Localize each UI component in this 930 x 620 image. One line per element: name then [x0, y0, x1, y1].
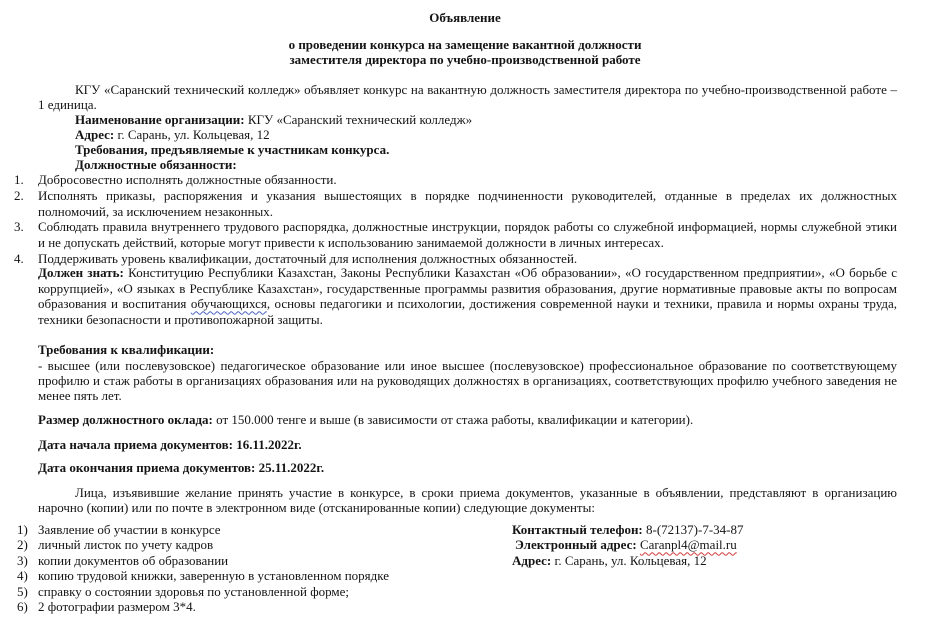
list-item: [0, 553, 500, 568]
list-item-number: 5): [17, 583, 28, 599]
end-date-label: Дата окончания приема документов:: [38, 460, 256, 475]
list-item-text: копии документов об образовании: [38, 552, 229, 568]
list-item-text: 2 фотографии размером 3*4.: [38, 599, 196, 615]
list-item-text: личный листок по учету кадров: [38, 537, 214, 553]
subtitle-line-1: о проведении конкурса на замещение вакантной должности: [288, 37, 642, 52]
list-item: [0, 219, 897, 251]
contact-address-label: Адрес:: [512, 552, 552, 568]
organization-label: Наименование организации:: [75, 112, 245, 127]
requirements-heading: Требования, предъявляемые к участникам конкурса.: [75, 142, 390, 157]
must-know-label: Должен знать:: [38, 265, 124, 280]
salary-label: Размер должностного оклада:: [38, 412, 213, 427]
document-subtitle: [0, 37, 930, 67]
salary-line: [38, 412, 897, 427]
list-item-text: Соблюдать правила внутреннего трудового распорядка, должностные инструкции, порядок работы со служебной информацией, нормы служебной этики и не допускать действий, которые могут привести к использованию занимаемой должности в личных интересах.: [38, 219, 897, 251]
subtitle-line-2: заместителя директора по учебно-производственной работе: [289, 52, 641, 67]
list-item: [0, 537, 500, 552]
contact-phone-value: 8-(72137)-7-34-87: [646, 522, 744, 537]
list-item: [0, 522, 500, 537]
end-date-line: [38, 460, 324, 475]
contact-email-value: Caranpl4@mail.ru: [639, 537, 737, 553]
list-item-text: копию трудовой книжки, заверенную в установленном порядке: [38, 568, 390, 584]
contact-phone-label: Контактный телефон:: [512, 522, 643, 537]
start-date-line: [38, 437, 302, 452]
intro-paragraph: КГУ «Саранский технический колледж» объявляет конкурс на вакантную должность заместителя директора по учебно-производственной работе – 1 единица.: [38, 82, 897, 112]
list-item-number: 6): [17, 599, 28, 615]
salary-value: от 150.000 тенге и выше (в зависимости от стажа работы, квалификации и категории).: [216, 412, 694, 427]
start-date-label: Дата начала приема документов:: [38, 437, 233, 452]
must-know-paragraph: [38, 265, 897, 328]
contact-email-label: Электронный адрес:: [515, 537, 637, 553]
must-know-marked-word: обучающихся: [190, 296, 267, 312]
start-date-value: 16.11.2022г.: [236, 437, 302, 452]
list-item: [0, 172, 897, 188]
list-item-text: Заявление об участии в конкурсе: [38, 522, 221, 537]
documents-list: [0, 522, 500, 614]
list-item-text: Добросовестно исполнять должностные обязанности.: [38, 172, 337, 187]
must-know-text-part-2: , основы педагогики и психологии, достижения современной науки и техники, правила и нормы охраны труда, техники безопасности и противопожарной защиты.: [38, 296, 898, 328]
list-item-number: 2): [17, 537, 28, 553]
address-line: [75, 127, 897, 142]
document-title: Объявление: [429, 10, 501, 25]
list-item-number: 2.: [14, 187, 24, 203]
organization-line: [75, 112, 897, 127]
contact-phone-line: [512, 522, 902, 537]
qualification-heading: Требования к квалификации:: [38, 342, 215, 357]
must-know-text-part-1: Конституцию Республики Казахстан, Законы Республики Казахстан «Об образовании», «О государственном предприятии», «О борьбе с коррупцией», «О языках в Республике Казахстан», государственные программы развития образования, другие нормативные правовые акты по вопросам образования и воспитания: [38, 265, 897, 312]
address-label: Адрес:: [75, 127, 115, 142]
contact-address-line: [512, 553, 902, 568]
qualification-text: - высшее (или послевузовское) педагогическое образование или иное высшее (послевузовское) профессиональное образование по соответствующему профилю и стаж работы в организациях образования или на руководящих должностях в организациях, соответствующих профилю учебного заведения не менее пять лет.: [38, 358, 897, 403]
list-item-text: Поддерживать уровень квалификации, достаточный для исполнения должностных обязанностей.: [38, 250, 578, 266]
organization-value: КГУ «Саранский технический колледж»: [247, 112, 473, 127]
duties-heading: Должностные обязанности:: [75, 157, 237, 172]
list-item-text: справку о состоянии здоровья по установленной форме;: [38, 583, 350, 599]
contact-address-value: г. Сарань, ул. Кольцевая, 12: [554, 552, 707, 568]
contact-email-line: [512, 537, 902, 552]
end-date-value: 25.11.2022г.: [258, 460, 325, 475]
list-item-number: 1): [17, 522, 28, 537]
list-item: [0, 584, 500, 599]
list-item: [0, 188, 897, 220]
address-value: г. Сарань, ул. Кольцевая, 12: [117, 127, 270, 142]
contacts-block: [512, 522, 902, 568]
list-item-text: Исполнять приказы, распоряжения и указания вышестоящих в порядке подчиненности руководителей, отданные в пределах их должностных полномочий, за исключением незаконных.: [38, 187, 897, 219]
list-item-number: 4): [17, 568, 28, 584]
list-item: [0, 599, 500, 614]
submission-paragraph: Лица, изъявившие желание принять участие в конкурсе, в сроки приема документов, указанные в объявлении, представляют в организацию нарочно (копии) или по почте в электронном виде (отсканированные копии) следующие документы:: [38, 485, 897, 515]
list-item-number: 4.: [14, 250, 24, 266]
list-item-number: 1.: [14, 172, 24, 187]
list-item: [0, 568, 500, 583]
list-item-number: 3): [17, 552, 28, 568]
list-item-number: 3.: [14, 219, 24, 235]
duties-list: [0, 172, 897, 267]
